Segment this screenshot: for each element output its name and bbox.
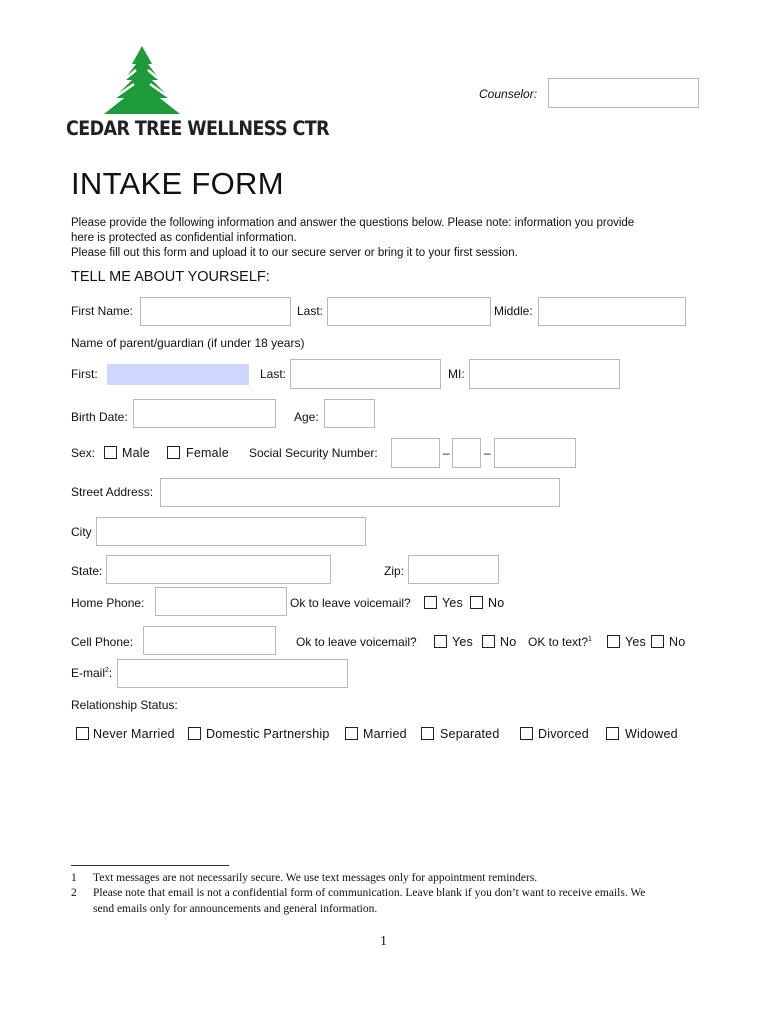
email-label: [71, 666, 112, 680]
footnote-2-text-cont: send emails only for announcements and general information.: [93, 903, 378, 915]
cell-voicemail-yes-checkbox[interactable]: [434, 635, 447, 648]
home-voicemail-no-checkbox[interactable]: [470, 596, 483, 609]
logo-text: CEDAR TREE WELLNESS CTR: [66, 118, 329, 141]
first-name-input[interactable]: [140, 297, 291, 326]
divorced-checkbox[interactable]: [520, 727, 533, 740]
married-label: Married: [363, 727, 407, 741]
never-married-checkbox[interactable]: [76, 727, 89, 740]
footnote-ref-1: 1: [588, 636, 592, 643]
guardian-mi-label: MI:: [448, 367, 465, 381]
zip-input[interactable]: [408, 555, 499, 584]
relationship-status-label: Relationship Status:: [71, 698, 178, 712]
guardian-first-label: First:: [71, 367, 98, 381]
divorced-label: Divorced: [538, 727, 589, 741]
ssn-part1-input[interactable]: [391, 438, 440, 468]
domestic-partnership-checkbox[interactable]: [188, 727, 201, 740]
ssn-dash-1: –: [443, 446, 450, 460]
home-voicemail-yes-label: Yes: [442, 596, 463, 610]
intro-line-3: Please fill out this form and upload it to our secure server or bring it to your first session.: [71, 247, 518, 259]
sex-label: Sex:: [71, 446, 96, 460]
footnote-2-text: Please note that email is not a confidential form of communication. Leave blank if you don’t want to receive emails. We: [93, 887, 646, 899]
last-name-label: Last:: [297, 304, 324, 318]
state-label: State:: [71, 564, 103, 578]
tree-icon: [102, 46, 182, 121]
domestic-partnership-label: Domestic Partnership: [206, 727, 330, 741]
footnote-divider: [71, 865, 229, 866]
cell-voicemail-label: Ok to leave voicemail?: [296, 635, 417, 649]
cell-voicemail-yes-label: Yes: [452, 635, 473, 649]
birth-date-label: Birth Date:: [71, 410, 128, 424]
guardian-last-label: Last:: [260, 367, 287, 381]
middle-name-label: Middle:: [494, 304, 533, 318]
separated-checkbox[interactable]: [421, 727, 434, 740]
ssn-part2-input[interactable]: [452, 438, 481, 468]
city-label: City: [71, 525, 92, 539]
age-label: Age:: [294, 410, 319, 424]
guardian-first-input[interactable]: [107, 364, 249, 385]
ok-text-yes-checkbox[interactable]: [607, 635, 620, 648]
footnote-2-number: 2: [71, 887, 77, 899]
street-address-input[interactable]: [160, 478, 560, 507]
ssn-label: Social Security Number:: [249, 446, 378, 460]
email-input[interactable]: [117, 659, 348, 688]
female-label: Female: [186, 446, 229, 460]
footnote-1-text: Text messages are not necessarily secure. We use text messages only for appointment reminders.: [93, 872, 538, 884]
cell-voicemail-no-checkbox[interactable]: [482, 635, 495, 648]
counselor-input[interactable]: [548, 78, 699, 108]
ok-text-no-checkbox[interactable]: [651, 635, 664, 648]
footnote-1-number: 1: [71, 872, 77, 884]
ok-text-text: OK to text?: [528, 635, 589, 649]
home-phone-input[interactable]: [155, 587, 287, 616]
guardian-heading: Name of parent/guardian (if under 18 years): [71, 336, 305, 350]
city-input[interactable]: [96, 517, 366, 546]
ok-text-yes-label: Yes: [625, 635, 646, 649]
home-voicemail-label: Ok to leave voicemail?: [290, 596, 411, 610]
ssn-dash-2: –: [484, 446, 491, 460]
street-address-label: Street Address:: [71, 485, 154, 499]
state-input[interactable]: [106, 555, 331, 584]
ok-text-no-label: No: [669, 635, 686, 649]
cell-voicemail-no-label: No: [500, 635, 517, 649]
footnote-ref-2: 2: [105, 667, 109, 674]
page-title: INTAKE FORM: [71, 166, 284, 201]
guardian-mi-input[interactable]: [469, 359, 620, 389]
married-checkbox[interactable]: [345, 727, 358, 740]
home-voicemail-no-label: No: [488, 596, 505, 610]
middle-name-input[interactable]: [538, 297, 686, 326]
email-colon: :: [108, 666, 113, 680]
cell-phone-label: Cell Phone:: [71, 635, 134, 649]
email-text: E-mail: [71, 666, 106, 680]
cell-phone-input[interactable]: [143, 626, 276, 655]
first-name-label: First Name:: [71, 304, 134, 318]
male-checkbox[interactable]: [104, 446, 117, 459]
intro-line-1: Please provide the following information and answer the questions below. Please note: information you provide: [71, 217, 635, 229]
home-voicemail-yes-checkbox[interactable]: [424, 596, 437, 609]
ssn-part3-input[interactable]: [494, 438, 576, 468]
intro-line-2: here is protected as confidential information.: [71, 232, 297, 244]
ok-text-label: [528, 635, 592, 649]
age-input[interactable]: [324, 399, 375, 428]
section-heading: TELL ME ABOUT YOURSELF:: [71, 269, 270, 285]
separated-label: Separated: [440, 727, 500, 741]
logo: [66, 46, 329, 141]
never-married-label: Never Married: [93, 727, 175, 741]
widowed-label: Widowed: [625, 727, 678, 741]
page-number: 1: [380, 934, 387, 949]
zip-label: Zip:: [384, 564, 405, 578]
home-phone-label: Home Phone:: [71, 596, 145, 610]
counselor-label: Counselor:: [479, 87, 538, 101]
male-label: Male: [122, 446, 150, 460]
widowed-checkbox[interactable]: [606, 727, 619, 740]
last-name-input[interactable]: [327, 297, 491, 326]
birth-date-input[interactable]: [133, 399, 276, 428]
guardian-last-input[interactable]: [290, 359, 441, 389]
female-checkbox[interactable]: [167, 446, 180, 459]
